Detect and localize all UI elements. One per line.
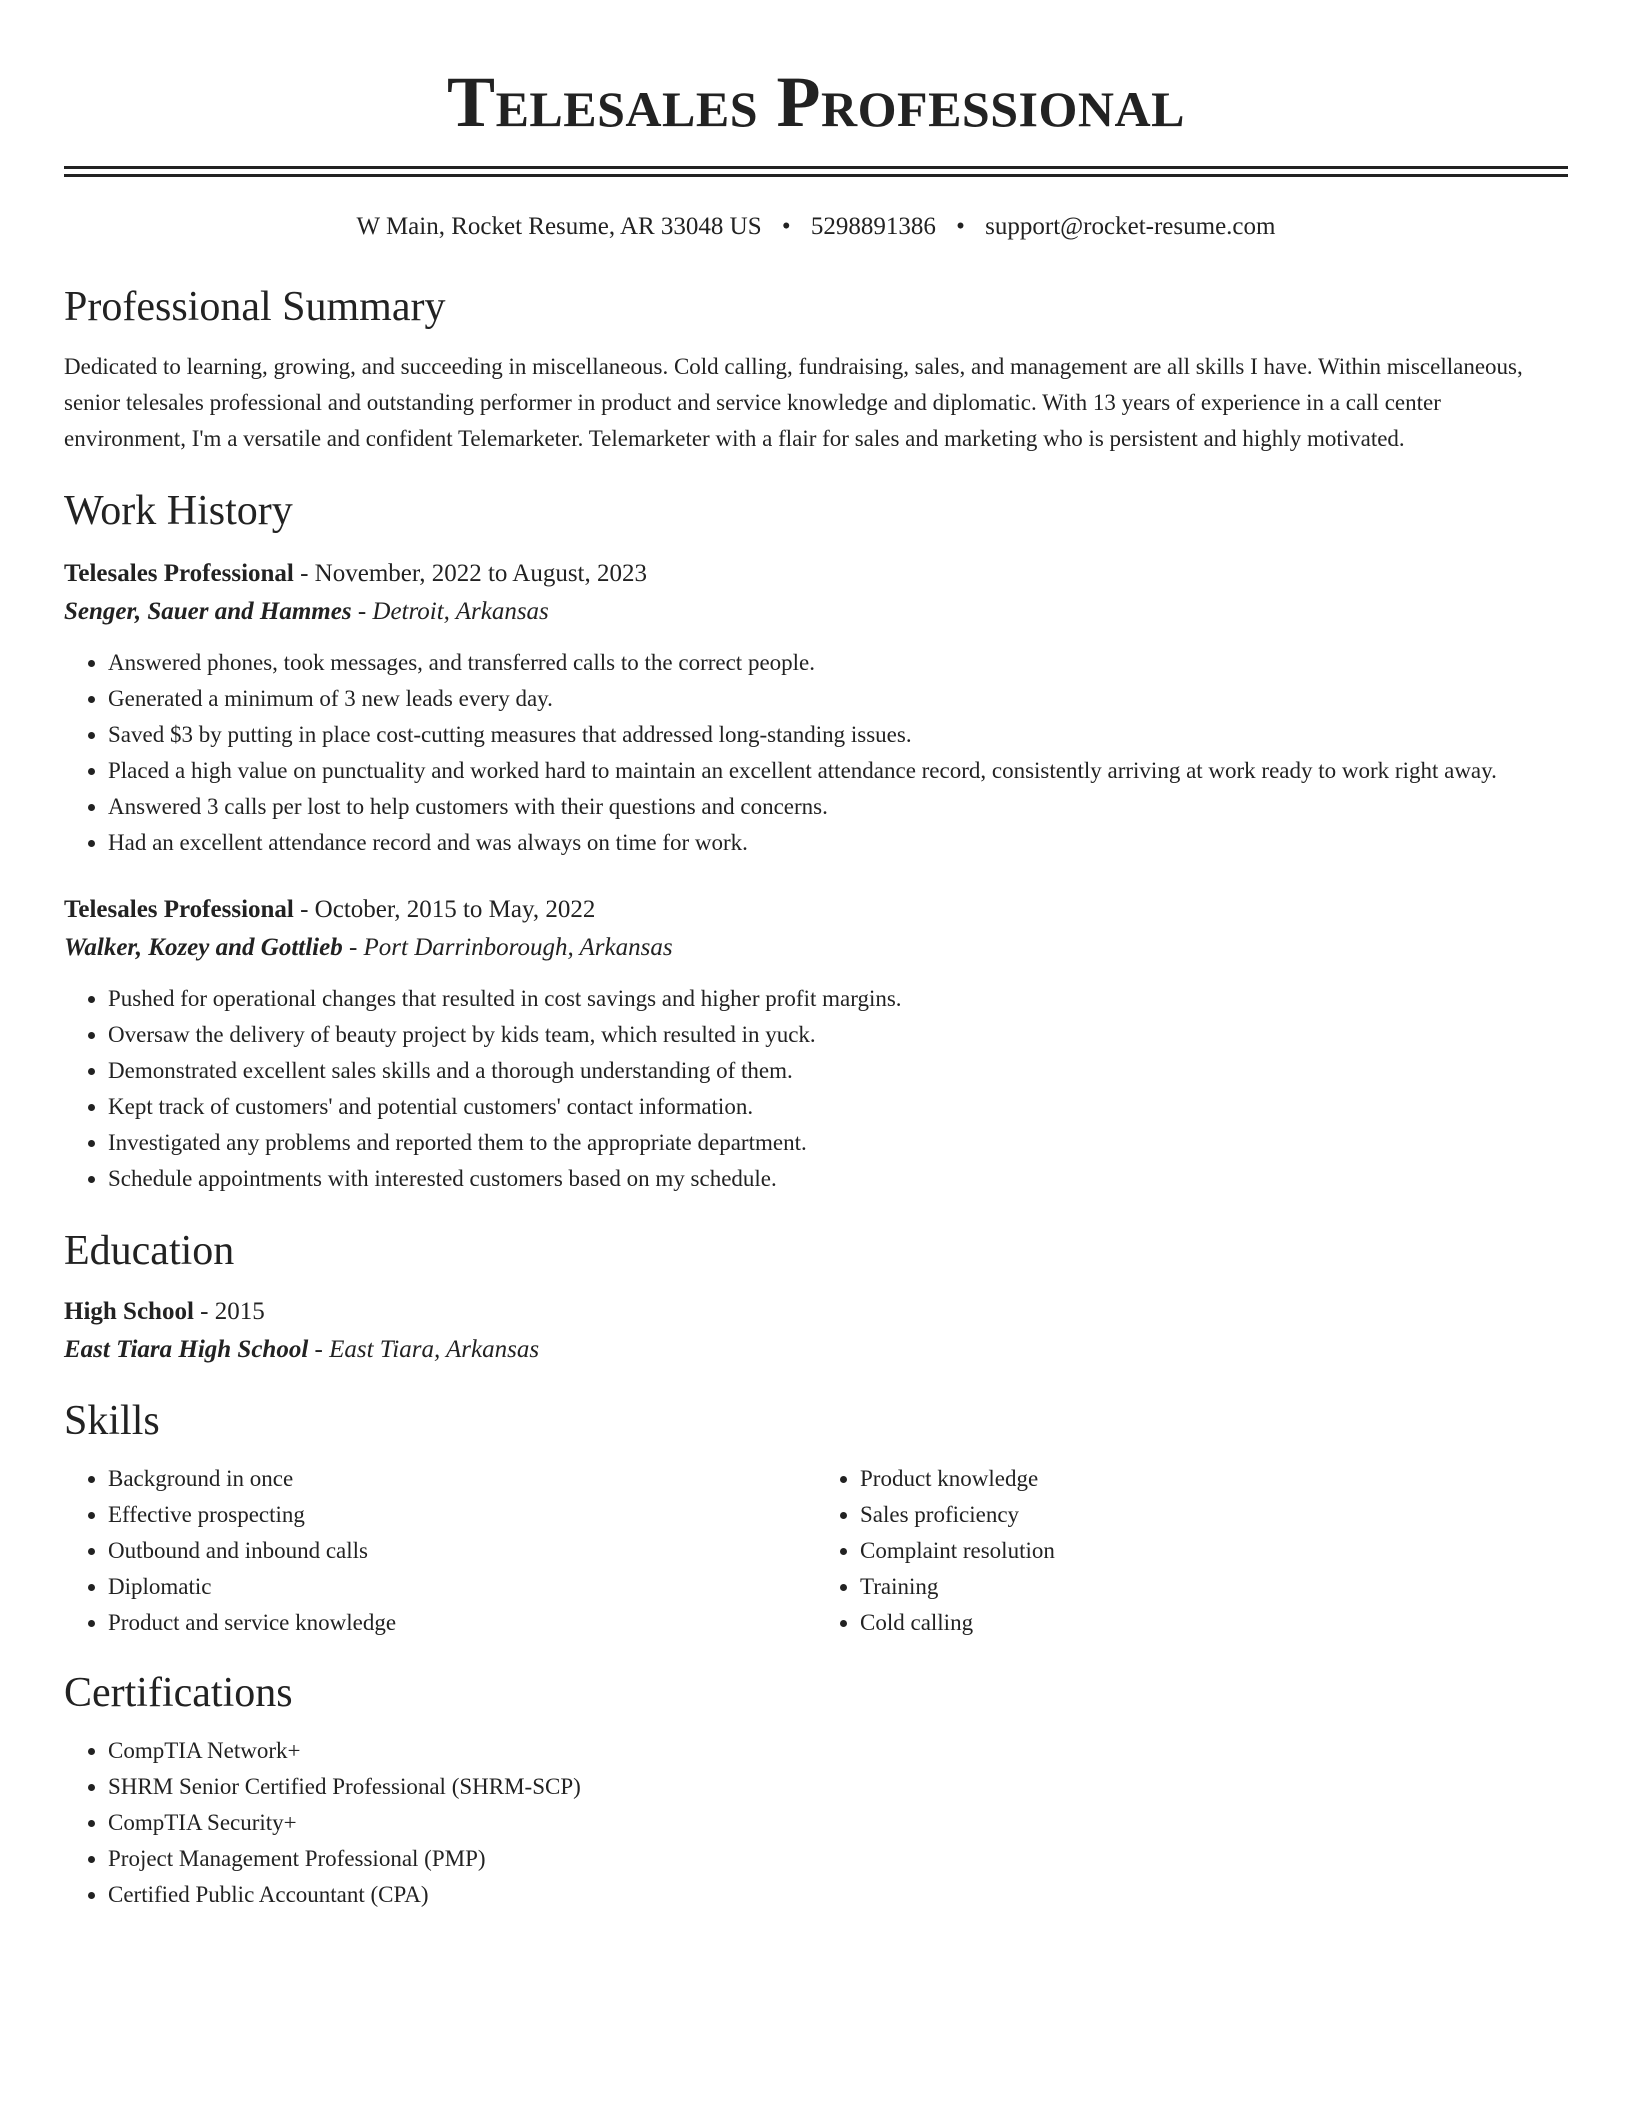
skill-item: • Complaint resolution bbox=[860, 1533, 1568, 1569]
skill-item: • Product and service knowledge bbox=[108, 1605, 816, 1641]
job-bullet: • Schedule appointments with interested customers based on my schedule. bbox=[108, 1161, 1568, 1197]
skill-item: • Sales proficiency bbox=[860, 1497, 1568, 1533]
education-location: - East Tiara, Arkansas bbox=[308, 1336, 540, 1363]
section-title-work-history: Work History bbox=[64, 488, 293, 534]
education-degree-line bbox=[64, 1293, 1568, 1331]
job-dates: - October, 2015 to May, 2022 bbox=[293, 896, 596, 923]
section-title-certifications: Certifications bbox=[64, 1670, 293, 1716]
job-entry bbox=[64, 891, 1568, 1197]
candidate-name: Telesales Professional bbox=[447, 62, 1185, 142]
education-entry bbox=[64, 1293, 1568, 1369]
contact-address: W Main, Rocket Resume, AR 33048 US bbox=[356, 213, 762, 240]
job-bullet: • Demonstrated excellent sales skills and a thorough understanding of them. bbox=[108, 1053, 1568, 1089]
certification-item: • Project Management Professional (PMP) bbox=[108, 1841, 1568, 1877]
contact-email: support@rocket-resume.com bbox=[985, 213, 1276, 240]
header-divider bbox=[64, 166, 1568, 177]
job-bullet: • Investigated any problems and reported them to the appropriate department. bbox=[108, 1125, 1568, 1161]
certification-item: • Certified Public Accountant (CPA) bbox=[108, 1877, 1568, 1913]
job-bullet: • Answered 3 calls per lost to help customers with their questions and concerns. bbox=[108, 789, 1568, 825]
education-degree: High School bbox=[64, 1298, 194, 1325]
job-role: Telesales Professional bbox=[64, 560, 294, 587]
job-bullet: • Placed a high value on punctuality and worked hard to maintain an excellent attendance record, consistently arriving at work ready to work right away. bbox=[108, 753, 1568, 789]
skills-grid bbox=[64, 1461, 1568, 1641]
education-year: - 2015 bbox=[193, 1298, 265, 1325]
certification-item: • SHRM Senior Certified Professional (SHRM-SCP) bbox=[108, 1769, 1568, 1805]
education-school-line bbox=[64, 1331, 1568, 1369]
job-bullet: • Generated a minimum of 3 new leads every day. bbox=[108, 681, 1568, 717]
section-title-education: Education bbox=[64, 1228, 235, 1274]
certification-item: • CompTIA Security+ bbox=[108, 1805, 1568, 1841]
education-school: East Tiara High School bbox=[64, 1336, 309, 1363]
job-title-line bbox=[64, 891, 1568, 929]
job-bullet: • Pushed for operational changes that resulted in cost savings and higher profit margins. bbox=[108, 981, 1568, 1017]
summary-text: Dedicated to learning, growing, and succeeding in miscellaneous. Cold calling, fundraising, sales, and management are all skills I have. Within miscellaneous, senior telesales professional and outstanding performer in product and service knowledge and diplomatic. With 13 years of experience in a call center environment, I'm a versatile and confident Telemarketer. Telemarketer with a flair for sales and marketing who is persistent and highly motivated. bbox=[64, 354, 1523, 451]
section-title-summary: Professional Summary bbox=[64, 284, 446, 330]
skill-item: • Background in once bbox=[108, 1461, 816, 1497]
certifications-list bbox=[64, 1733, 1568, 1913]
job-bullet: • Kept track of customers' and potential customers' contact information. bbox=[108, 1089, 1568, 1125]
skill-item: • Outbound and inbound calls bbox=[108, 1533, 816, 1569]
job-title-line bbox=[64, 555, 1568, 593]
job-entry bbox=[64, 555, 1568, 861]
job-company: Walker, Kozey and Gottlieb bbox=[64, 934, 343, 961]
resume-page bbox=[64, 0, 1568, 1913]
job-bullets bbox=[64, 645, 1568, 861]
job-bullet: • Saved $3 by putting in place cost-cutting measures that addressed long-standing issues. bbox=[108, 717, 1568, 753]
skill-item: • Training bbox=[860, 1569, 1568, 1605]
skills-column-right bbox=[816, 1461, 1568, 1641]
job-role: Telesales Professional bbox=[64, 896, 294, 923]
skill-item: • Product knowledge bbox=[860, 1461, 1568, 1497]
skill-item: • Diplomatic bbox=[108, 1569, 816, 1605]
job-bullet: • Oversaw the delivery of beauty project by kids team, which resulted in yuck. bbox=[108, 1017, 1568, 1053]
contact-phone: 5298891386 bbox=[810, 213, 936, 240]
certification-item: • CompTIA Network+ bbox=[108, 1733, 1568, 1769]
skill-item: • Cold calling bbox=[860, 1605, 1568, 1641]
job-company-line bbox=[64, 929, 1568, 967]
job-location: - Detroit, Arkansas bbox=[351, 598, 549, 625]
contact-line bbox=[64, 211, 1568, 243]
section-title-skills: Skills bbox=[64, 1398, 160, 1444]
skills-column-left bbox=[64, 1461, 816, 1641]
contact-separator: • bbox=[956, 213, 965, 240]
job-bullet: • Answered phones, took messages, and transferred calls to the correct people. bbox=[108, 645, 1568, 681]
job-dates: - November, 2022 to August, 2023 bbox=[293, 560, 647, 587]
job-location: - Port Darrinborough, Arkansas bbox=[342, 934, 673, 961]
job-company-line bbox=[64, 593, 1568, 631]
skill-item: • Effective prospecting bbox=[108, 1497, 816, 1533]
contact-separator: • bbox=[781, 213, 791, 240]
job-company: Senger, Sauer and Hammes bbox=[64, 598, 352, 625]
job-bullet: • Had an excellent attendance record and was always on time for work. bbox=[108, 825, 1568, 861]
job-bullets bbox=[64, 981, 1568, 1197]
